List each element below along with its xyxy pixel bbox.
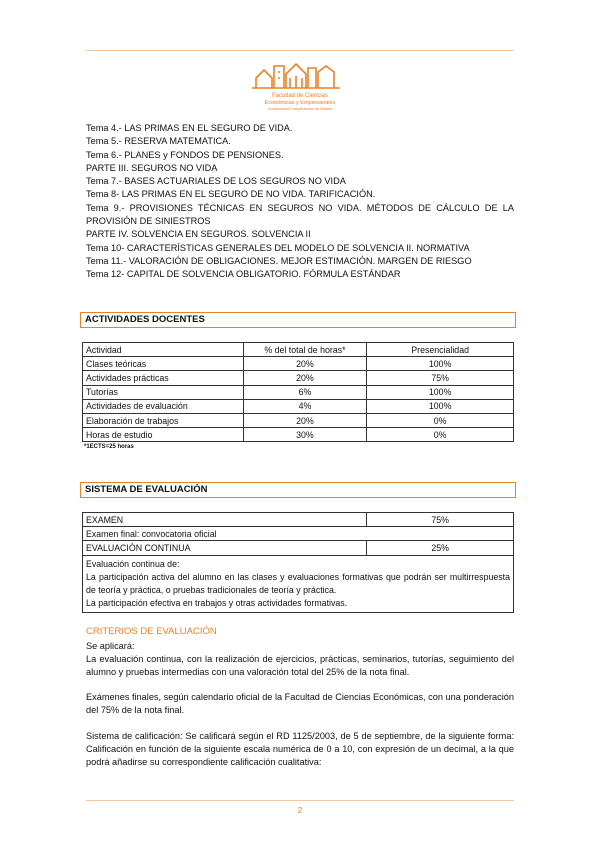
topic-item: PARTE III. SEGUROS NO VIDA [86, 162, 218, 173]
spacer [86, 678, 514, 691]
header-divider [86, 50, 514, 51]
table-cell: Actividades prácticas [83, 371, 244, 385]
topic-item: Tema 7.- BASES ACTUARIALES DE LOS SEGUROS NO VIDA [86, 176, 346, 187]
table-header-row [83, 343, 514, 357]
continua-label: EVALUACIÓN CONTINUA [83, 541, 367, 555]
table-cell: 20% [243, 413, 367, 427]
criterios-title: CRITERIOS DE EVALUACIÓN [86, 626, 217, 637]
continua-text-1: La participación activa del alumno en las clases y evaluaciones formativas que podrán ser multirrespuesta de teoría y práctica, o pruebas tradicionales de teoría y práctica. [86, 571, 510, 595]
criterios-paragraph: Sistema de calificación: Se calificará según el RD 1125/2003, de 5 de septiembre, de la siguiente forma: Calificación en función de la siguiente escala numérica de 0 a 10, con expresión de un decimal, a la que podrá añadirse su correspondiente calificación cualitativa: [86, 730, 514, 767]
logo-text-2: Económicas y Empresariales [264, 100, 336, 106]
table-cell: 75% [367, 371, 514, 385]
table-cell: Elaboración de trabajos [83, 413, 244, 427]
examen-final: Examen final: convocatoria oficial [83, 527, 514, 541]
table-row [83, 513, 514, 527]
topic-item: Tema 10- CARACTERÍSTICAS GENERALES DEL MODELO DE SOLVENCIA II. NORMATIVA [86, 242, 470, 253]
continua-description [83, 555, 514, 612]
table-cell: 4% [243, 399, 367, 413]
continua-text-2: La participación efectiva en trabajos y otras actividades formativas. [86, 597, 348, 608]
footer-divider [86, 800, 514, 801]
table-cell: Horas de estudio [83, 428, 244, 442]
topic-item: Tema 5.- RESERVA MATEMATICA. [86, 136, 231, 147]
table-cell: 20% [243, 357, 367, 371]
table-header-cell: % del total de horas* [243, 343, 367, 357]
table-row [83, 527, 514, 541]
criterios-body [86, 640, 514, 768]
table-cell: Clases teóricas [83, 357, 244, 371]
continua-heading: Evaluación continua de: [86, 558, 180, 569]
topic-item: PARTE IV. SOLVENCIA EN SEGUROS. SOLVENCIA II [86, 229, 311, 240]
table-header-cell: Presencialidad [367, 343, 514, 357]
table-row [83, 385, 514, 399]
criterios-paragraph: La evaluación continua, con la realización de ejercicios, prácticas, seminarios, tutorías, seguimiento del alumno y pruebas intermedias con una valoración total del 25% de la nota final. [86, 653, 514, 677]
table-cell: 100% [367, 399, 514, 413]
topic-item: Tema 11.- VALORACIÓN DE OBLIGACIONES. MEJOR ESTIMACIÓN. MARGEN DE RIESGO [86, 255, 472, 266]
table-cell: 0% [367, 428, 514, 442]
page-number: 2 [297, 806, 303, 815]
logo-text-1: Facultad de Ciencias [271, 93, 329, 99]
examen-value: 75% [367, 513, 514, 527]
topic-list [86, 122, 514, 282]
table-row [83, 371, 514, 385]
table-cell: Actividades de evaluación [83, 399, 244, 413]
continua-value: 25% [367, 541, 514, 555]
actividades-table [82, 342, 514, 442]
examen-label: EXAMEN [83, 513, 367, 527]
topic-item: Tema 9.- PROVISIONES TÉCNICAS EN SEGUROS NO VIDA. MÉTODOS DE CÁLCULO DE LA PROVISIÓN DE SINIESTROS [86, 202, 514, 227]
logo-text-3: Universidad Complutense de Madrid [267, 106, 333, 111]
table-cell: 30% [243, 428, 367, 442]
topic-item: Tema 6.- PLANES y FONDOS DE PENSIONES. [86, 149, 284, 160]
table-row [83, 541, 514, 555]
table-cell: Tutorías [83, 385, 244, 399]
faculty-logo [250, 58, 350, 114]
topic-item: Tema 4.- LAS PRIMAS EN EL SEGURO DE VIDA. [86, 123, 293, 133]
table-row [83, 428, 514, 442]
table-cell: 100% [367, 357, 514, 371]
evaluacion-table [82, 512, 514, 613]
table-header-cell: Actividad [83, 343, 244, 357]
topic-item: Tema 12- CAPITAL DE SOLVENCIA OBLIGATORIO. FÓRMULA ESTÁNDAR [86, 269, 401, 280]
criterios-paragraph: Exámenes finales, según calendario oficial de la Facultad de Ciencias Económicas, con una ponderación del 75% de la nota final. [86, 692, 514, 716]
spacer [86, 717, 514, 730]
table-cell: 6% [243, 385, 367, 399]
actividades-section-title: ACTIVIDADES DOCENTES [80, 312, 516, 328]
table-row [83, 357, 514, 371]
table-row [83, 413, 514, 427]
criterios-intro: Se aplicará: [86, 641, 135, 651]
table-row [83, 399, 514, 413]
evaluacion-section-title: SISTEMA DE EVALUACIÓN [80, 482, 516, 498]
table-cell: 0% [367, 413, 514, 427]
ects-footnote: *1ECTS=25 horas [84, 444, 134, 450]
table-cell: 100% [367, 385, 514, 399]
table-cell: 20% [243, 371, 367, 385]
topic-item: Tema 8- LAS PRIMAS EN EL SEGURO DE NO VIDA. TARIFICACIÓN. [86, 189, 376, 200]
table-row [83, 555, 514, 612]
